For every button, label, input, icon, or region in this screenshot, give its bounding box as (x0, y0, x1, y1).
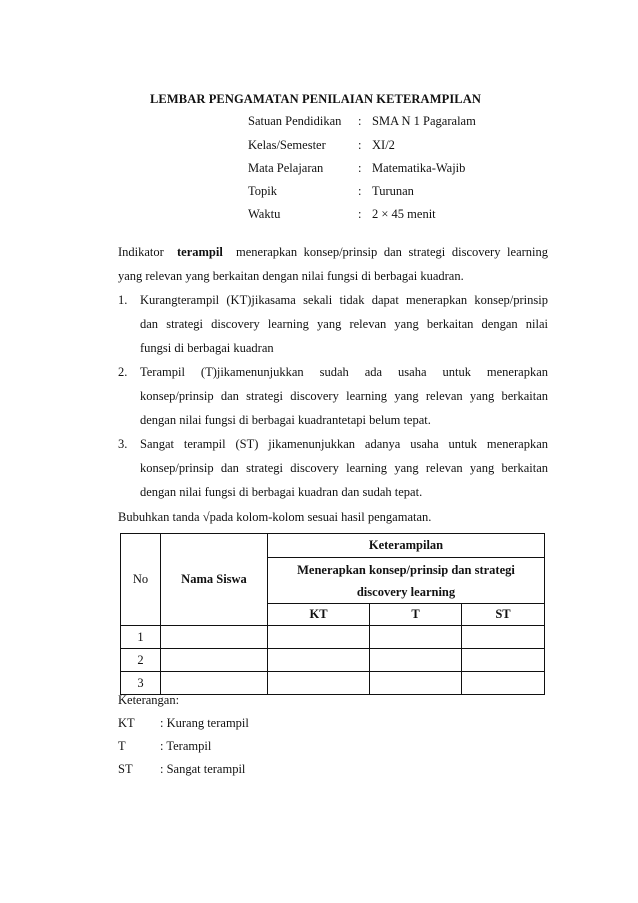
info-label-kelas: Kelas/Semester (248, 138, 326, 152)
criterion-line: konsep/prinsip dan strategi discovery learning yang relevan yang berkaitan (140, 389, 548, 403)
indikator-line-2: yang relevan yang berkaitan dengan nilai fungsi di berbagai kuadran. (118, 269, 464, 283)
indikator-line (118, 240, 548, 264)
legend-desc-t: : Terampil (160, 739, 212, 753)
info-colon: : (358, 138, 362, 152)
info-value-satuan: SMA N 1 Pagaralam (372, 114, 476, 128)
info-label-topik: Topik (248, 184, 277, 198)
header-menerapkan (268, 558, 545, 604)
info-value-kelas: XI/2 (372, 138, 395, 152)
criterion-item (118, 432, 548, 504)
cell-st[interactable] (462, 649, 545, 672)
header-nama-siswa: Nama Siswa (161, 534, 268, 626)
row-number: 2 (121, 649, 161, 672)
legend-abbr-t: T (118, 739, 126, 753)
criterion-line: Sangat terampil (ST) jikamenunjukkan adanya usaha untuk menerapkan (140, 437, 548, 451)
info-label-mapel: Mata Pelajaran (248, 161, 324, 175)
legend-desc-kt: : Kurang terampil (160, 716, 249, 730)
header-menerapkan-line2: discovery learning (356, 584, 456, 599)
cell-t[interactable] (370, 626, 462, 649)
header-st: ST (462, 604, 545, 626)
legend-desc-st: : Sangat terampil (160, 762, 246, 776)
cell-nama[interactable] (161, 672, 268, 695)
info-value-waktu: 2 × 45 menit (372, 207, 436, 221)
criterion-line: Terampil (T)jikamenunjukkan sudah ada usaha untuk menerapkan (140, 365, 548, 379)
cell-t[interactable] (370, 649, 462, 672)
criterion-line: dengan nilai fungsi di berbagai kuadrantetapi belum tepat. (140, 413, 431, 427)
criterion-line: konsep/prinsip dan strategi discovery learning yang relevan yang berkaitan (140, 461, 548, 475)
header-kt: KT (268, 604, 370, 626)
criterion-item (118, 360, 548, 432)
cell-t[interactable] (370, 672, 462, 695)
info-colon: : (358, 114, 362, 128)
info-value-mapel: Matematika-Wajib (372, 161, 466, 175)
criterion-line: fungsi di berbagai kuadran (140, 341, 274, 355)
info-label-satuan: Satuan Pendidikan (248, 114, 342, 128)
cell-st[interactable] (462, 626, 545, 649)
info-colon: : (358, 184, 362, 198)
header-menerapkan-line1: Menerapkan konsep/prinsip dan strategi (297, 562, 515, 577)
criterion-number: 2. (118, 365, 128, 379)
cell-kt[interactable] (268, 626, 370, 649)
table-row (121, 649, 545, 672)
table-row (121, 672, 545, 695)
criterion-number: 3. (118, 437, 128, 451)
table-row (121, 626, 545, 649)
indikator-rest: menerapkan konsep/prinsip dan strategi discovery learning (236, 245, 549, 259)
info-value-topik: Turunan (372, 184, 414, 198)
row-number: 3 (121, 672, 161, 695)
header-no: No (121, 534, 161, 626)
keterangan-heading: Keterangan: (118, 693, 180, 707)
indikator-paragraph (118, 240, 548, 288)
criterion-number: 1. (118, 293, 128, 307)
info-colon: : (358, 161, 362, 175)
criterion-line: dengan nilai fungsi di berbagai kuadran dan sudah tepat. (140, 485, 423, 499)
instruction-text: Bubuhkan tanda √pada kolom-kolom sesuai hasil pengamatan. (118, 510, 432, 524)
cell-nama[interactable] (161, 626, 268, 649)
header-t: T (370, 604, 462, 626)
info-colon: : (358, 207, 362, 221)
cell-kt[interactable] (268, 672, 370, 695)
indikator-prefix: Indikator (118, 245, 164, 259)
criterion-item (118, 288, 548, 360)
cell-nama[interactable] (161, 649, 268, 672)
legend-abbr-st: ST (118, 762, 133, 776)
header-keterampilan: Keterampilan (268, 534, 545, 558)
legend-abbr-kt: KT (118, 716, 135, 730)
criterion-line: dan strategi discovery learning yang relevan yang berkaitan dengan nilai (140, 317, 548, 331)
observation-table (120, 533, 545, 695)
indikator-bold: terampil (177, 245, 223, 259)
criteria-list (118, 288, 548, 504)
info-label-waktu: Waktu (248, 207, 281, 221)
cell-kt[interactable] (268, 649, 370, 672)
row-number: 1 (121, 626, 161, 649)
criterion-line: Kurangterampil (KT)jikasama sekali tidak dapat menerapkan konsep/prinsip (140, 293, 548, 307)
document-title: LEMBAR PENGAMATAN PENILAIAN KETERAMPILAN (150, 92, 481, 106)
cell-st[interactable] (462, 672, 545, 695)
